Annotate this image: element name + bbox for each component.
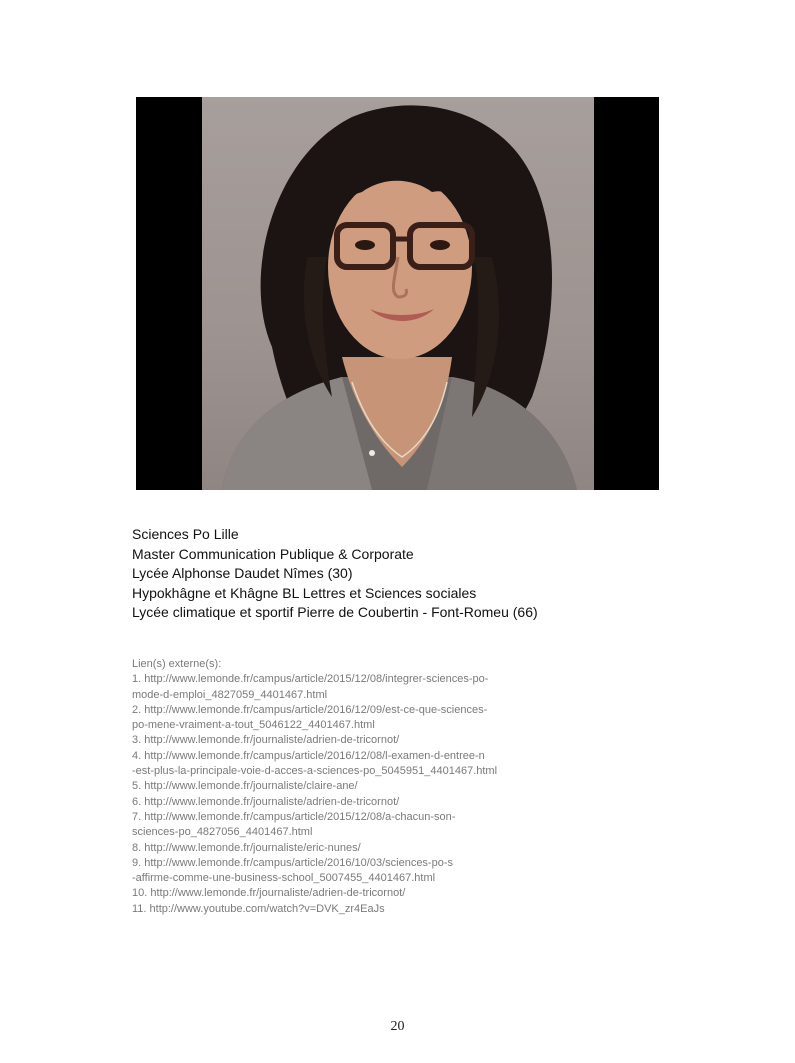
link-line[interactable]: 8. http://www.lemonde.fr/journaliste/eric-nunes/ [132,841,361,854]
link-line[interactable]: -est-plus-la-principale-voie-d-acces-a-sciences-po_5045951_4401467.html [132,765,498,778]
bio-line-lycee-2: Lycée climatique et sportif Pierre de Coubertin - Font-Romeu (66) [132,604,538,620]
link-line[interactable]: 9. http://www.lemonde.fr/campus/article/2016/10/03/sciences-po-s [132,856,453,869]
link-line[interactable]: mode-d-emploi_4827059_4401467.html [132,688,328,701]
link-line[interactable]: 6. http://www.lemonde.fr/journaliste/adrien-de-tricornot/ [132,795,400,808]
link-line[interactable]: po-mene-vraiment-a-tout_5046122_4401467.html [132,719,375,732]
link-line[interactable]: -affirme-comme-une-business-school_5007455_4401467.html [132,872,436,885]
bio-line-prepa: Hypokhâgne et Khâgne BL Lettres et Sciences sociales [132,584,477,601]
page-number: 20 [390,1019,405,1034]
link-line[interactable]: 2. http://www.lemonde.fr/campus/article/2016/12/09/est-ce-que-sciences- [132,703,488,716]
bio-line-lycee: Lycée Alphonse Daudet Nîmes (30) [132,565,353,581]
bio-section [132,525,692,623]
link-line[interactable]: 4. http://www.lemonde.fr/campus/article/2016/12/08/l-examen-d-entree-n [132,749,485,762]
link-line[interactable]: 3. http://www.lemonde.fr/journaliste/adrien-de-tricornot/ [132,734,400,747]
portrait-photo-frame [136,97,659,490]
bio-line-school: Sciences Po Lille [132,526,239,542]
portrait-illustration [202,97,594,490]
link-line[interactable]: 10. http://www.lemonde.fr/journaliste/adrien-de-tricornot/ [132,887,406,900]
portrait-photo [202,97,594,490]
link-line[interactable]: 5. http://www.lemonde.fr/journaliste/claire-ane/ [132,780,358,793]
link-line[interactable]: 7. http://www.lemonde.fr/campus/article/2015/12/08/a-chacun-son- [132,810,456,823]
bio-line-master: Master Communication Publique & Corporate [132,545,414,562]
external-links-section [132,657,692,917]
link-line[interactable]: sciences-po_4827056_4401467.html [132,826,313,839]
link-line[interactable]: 1. http://www.lemonde.fr/campus/article/2015/12/08/integrer-sciences-po- [132,673,489,686]
link-line[interactable]: 11. http://www.youtube.com/watch?v=DVK_zr4EaJs [132,902,385,915]
links-heading: Lien(s) externe(s): [132,658,222,670]
